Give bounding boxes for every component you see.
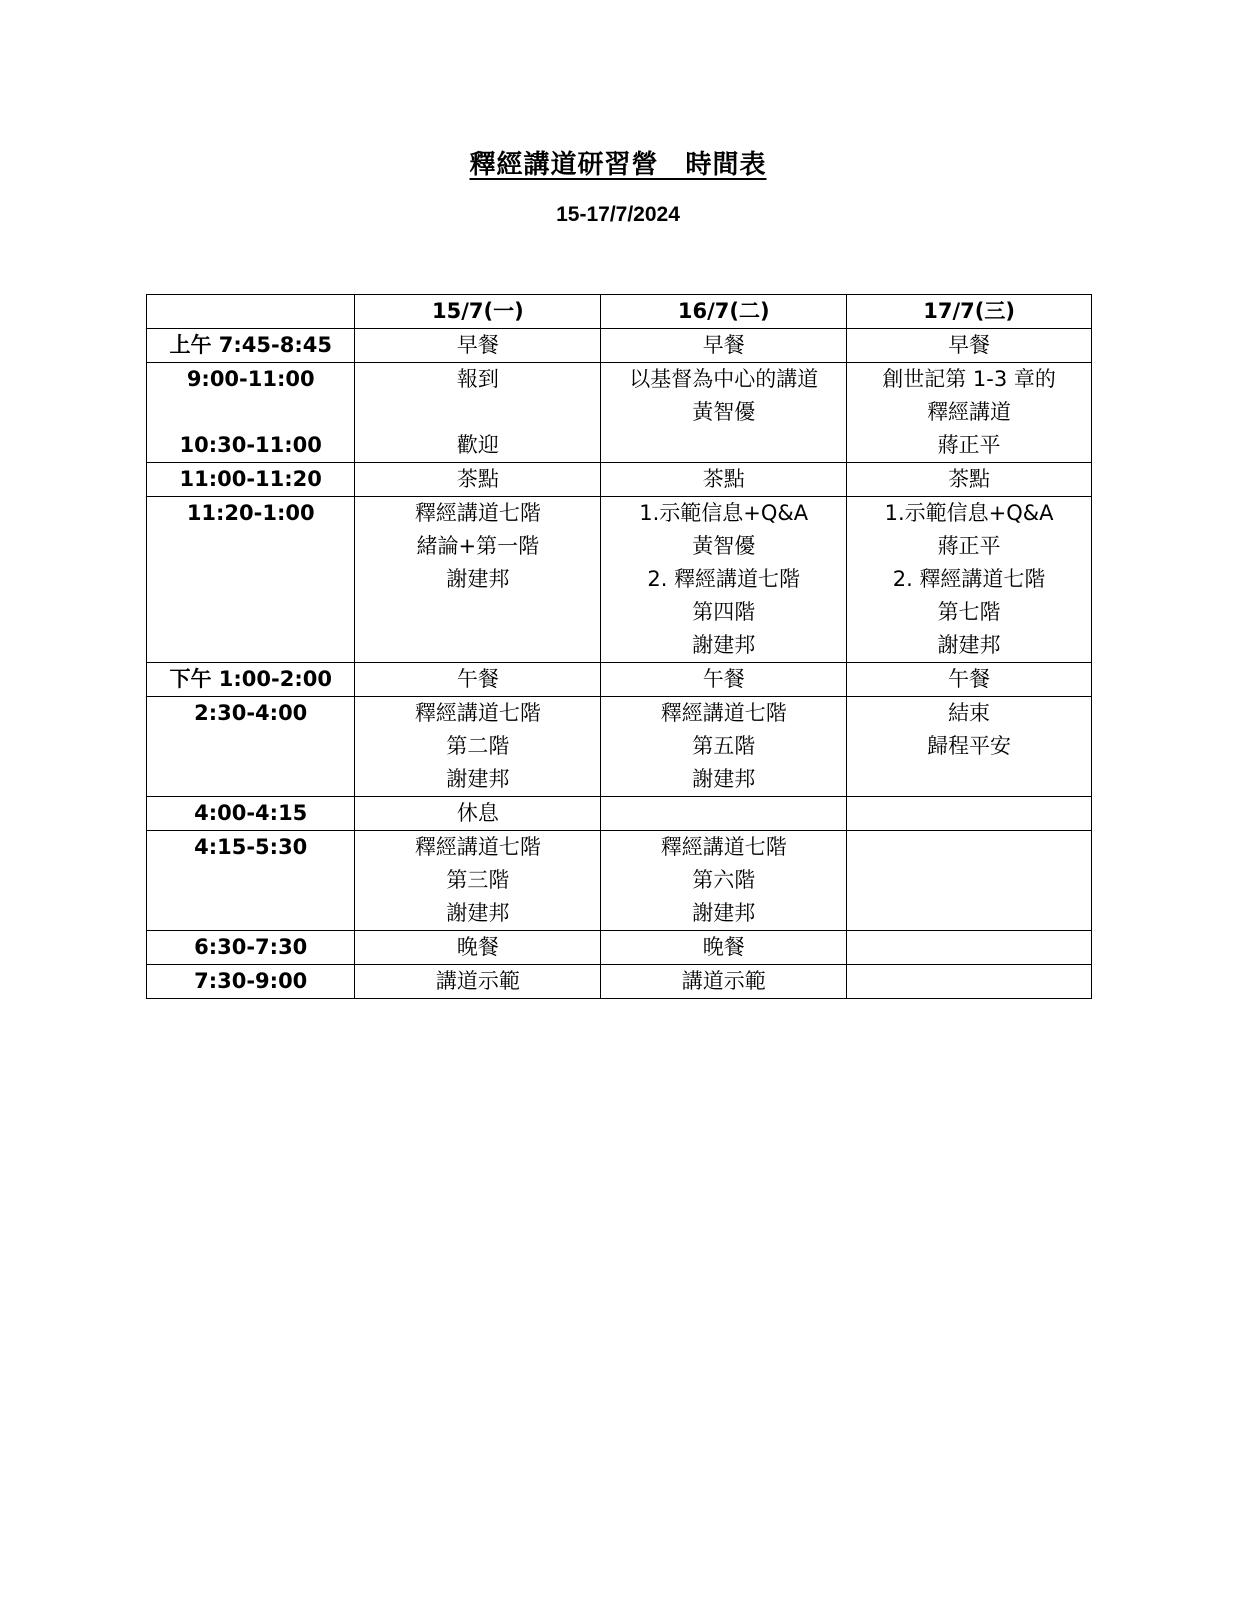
- table-row: [147, 363, 1092, 463]
- day-3-cell: [847, 663, 1092, 697]
- day-2-cell: [601, 463, 847, 497]
- time-cell: [147, 329, 355, 363]
- cell-line: 1.示範信息+Q&A: [639, 501, 809, 525]
- cell-line: 第六階: [692, 868, 756, 892]
- day-3-cell: [847, 931, 1092, 965]
- cell-line: 茶點: [456, 467, 499, 491]
- cell-line: 4:15-5:30: [194, 835, 308, 859]
- cell-line: 上午 7:45-8:45: [169, 333, 332, 357]
- cell-line: 蔣正平: [937, 534, 1001, 558]
- day-1-cell: [355, 463, 601, 497]
- cell-line: 釋經講道七階: [660, 701, 787, 725]
- time-cell: [147, 965, 355, 999]
- cell-line: 謝建邦: [692, 633, 756, 657]
- table-row: [147, 797, 1092, 831]
- cell-line: 蔣正平: [937, 433, 1001, 457]
- table-row: [147, 329, 1092, 363]
- cell-line: 2:30-4:00: [194, 701, 308, 725]
- day-1-cell: [355, 697, 601, 797]
- day-1-cell: [355, 363, 601, 463]
- cell-line: 黃智優: [692, 400, 756, 424]
- day-3-cell: [847, 463, 1092, 497]
- cell-line: 結束: [948, 701, 991, 725]
- cell-line: 7:30-9:00: [194, 969, 308, 993]
- cell-line: 謝建邦: [937, 633, 1001, 657]
- cell-line: [357, 396, 598, 429]
- cell-line: 茶點: [948, 467, 991, 491]
- day-1-cell: [355, 797, 601, 831]
- day-2-cell: [601, 697, 847, 797]
- cell-line: 早餐: [702, 333, 745, 357]
- cell-line: 第三階: [446, 868, 510, 892]
- table-row: [147, 697, 1092, 797]
- cell-line: 4:00-4:15: [194, 801, 308, 825]
- day-1-cell: [355, 965, 601, 999]
- day-3-cell: [847, 363, 1092, 463]
- cell-line: 2. 釋經講道七階: [892, 567, 1046, 591]
- day-1-cell: [355, 663, 601, 697]
- day-1-cell: [355, 497, 601, 663]
- time-cell: [147, 697, 355, 797]
- cell-line: 釋經講道七階: [414, 835, 541, 859]
- day-2-cell: [601, 965, 847, 999]
- table-row: [147, 931, 1092, 965]
- cell-line: 9:00-11:00: [186, 367, 315, 391]
- table-header-row: [147, 295, 1092, 329]
- cell-line: 歡迎: [456, 433, 499, 457]
- cell-line: 第四階: [692, 600, 756, 624]
- day-3-cell: [847, 329, 1092, 363]
- cell-line: 午餐: [702, 667, 745, 691]
- cell-line: 晚餐: [702, 935, 745, 959]
- document-title: [0, 144, 1236, 181]
- cell-line: 第五階: [692, 734, 756, 758]
- time-cell: [147, 363, 355, 463]
- time-cell: [147, 463, 355, 497]
- cell-line: 下午 1:00-2:00: [169, 667, 332, 691]
- header-cell-time: [147, 295, 355, 329]
- cell-line: 謝建邦: [692, 901, 756, 925]
- table-row: [147, 497, 1092, 663]
- day-2-cell: [601, 831, 847, 931]
- day-2-cell: [601, 497, 847, 663]
- document-title-text: 釋經講道研習營 時間表: [469, 150, 767, 180]
- day-1-cell: [355, 931, 601, 965]
- date-range: 15-17/7/2024: [556, 203, 680, 226]
- day-2-cell: [601, 931, 847, 965]
- time-cell: [147, 931, 355, 965]
- cell-line: 緒論+第一階: [416, 534, 540, 558]
- cell-line: 釋經講道七階: [414, 501, 541, 525]
- cell-line: 早餐: [948, 333, 991, 357]
- day-3-cell: [847, 965, 1092, 999]
- cell-line: 謝建邦: [692, 767, 756, 791]
- day-3-cell: [847, 831, 1092, 931]
- cell-line: 以基督為中心的講道: [629, 367, 819, 391]
- cell-line: 釋經講道七階: [660, 835, 787, 859]
- cell-line: 釋經講道: [927, 400, 1012, 424]
- cell-line: 晚餐: [456, 935, 499, 959]
- cell-line: 休息: [456, 801, 499, 825]
- day-2-cell: [601, 797, 847, 831]
- cell-line: 10:30-11:00: [179, 433, 322, 457]
- cell-line: 釋經講道七階: [414, 701, 541, 725]
- cell-line: 黃智優: [692, 534, 756, 558]
- cell-line: 2. 釋經講道七階: [647, 567, 801, 591]
- table-row: [147, 463, 1092, 497]
- cell-line: 茶點: [702, 467, 745, 491]
- day-3-cell: [847, 497, 1092, 663]
- day-2-cell: [601, 329, 847, 363]
- cell-line: 11:20-1:00: [186, 501, 315, 525]
- cell-line: 謝建邦: [446, 901, 510, 925]
- day-1-cell: [355, 831, 601, 931]
- cell-line: 講道示範: [681, 969, 766, 993]
- day-3-cell: [847, 797, 1092, 831]
- table-row: [147, 831, 1092, 931]
- day-3-cell: [847, 697, 1092, 797]
- time-cell: [147, 797, 355, 831]
- cell-line: 午餐: [948, 667, 991, 691]
- cell-line: 1.示範信息+Q&A: [884, 501, 1054, 525]
- cell-line: 午餐: [456, 667, 499, 691]
- cell-line: 謝建邦: [446, 567, 510, 591]
- cell-line: 歸程平安: [927, 734, 1012, 758]
- time-cell: [147, 831, 355, 931]
- cell-line: 講道示範: [435, 969, 520, 993]
- header-cell-day-2: 16/7(二): [601, 295, 847, 329]
- time-cell: [147, 497, 355, 663]
- cell-line: 11:00-11:20: [179, 467, 322, 491]
- day-1-cell: [355, 329, 601, 363]
- day-2-cell: [601, 663, 847, 697]
- cell-line: 報到: [456, 367, 499, 391]
- schedule-table: [146, 294, 1092, 999]
- cell-line: 第二階: [446, 734, 510, 758]
- time-cell: [147, 663, 355, 697]
- header-cell-day-3: 17/7(三): [847, 295, 1092, 329]
- cell-line: 第七階: [937, 600, 1001, 624]
- header-cell-day-1: 15/7(一): [355, 295, 601, 329]
- day-2-cell: [601, 363, 847, 463]
- cell-line: 創世記第 1-3 章的: [882, 367, 1056, 391]
- cell-line: 謝建邦: [446, 767, 510, 791]
- cell-line: 6:30-7:30: [194, 935, 308, 959]
- cell-line: 早餐: [456, 333, 499, 357]
- table-row: [147, 965, 1092, 999]
- cell-line: [149, 396, 352, 429]
- table-row: [147, 663, 1092, 697]
